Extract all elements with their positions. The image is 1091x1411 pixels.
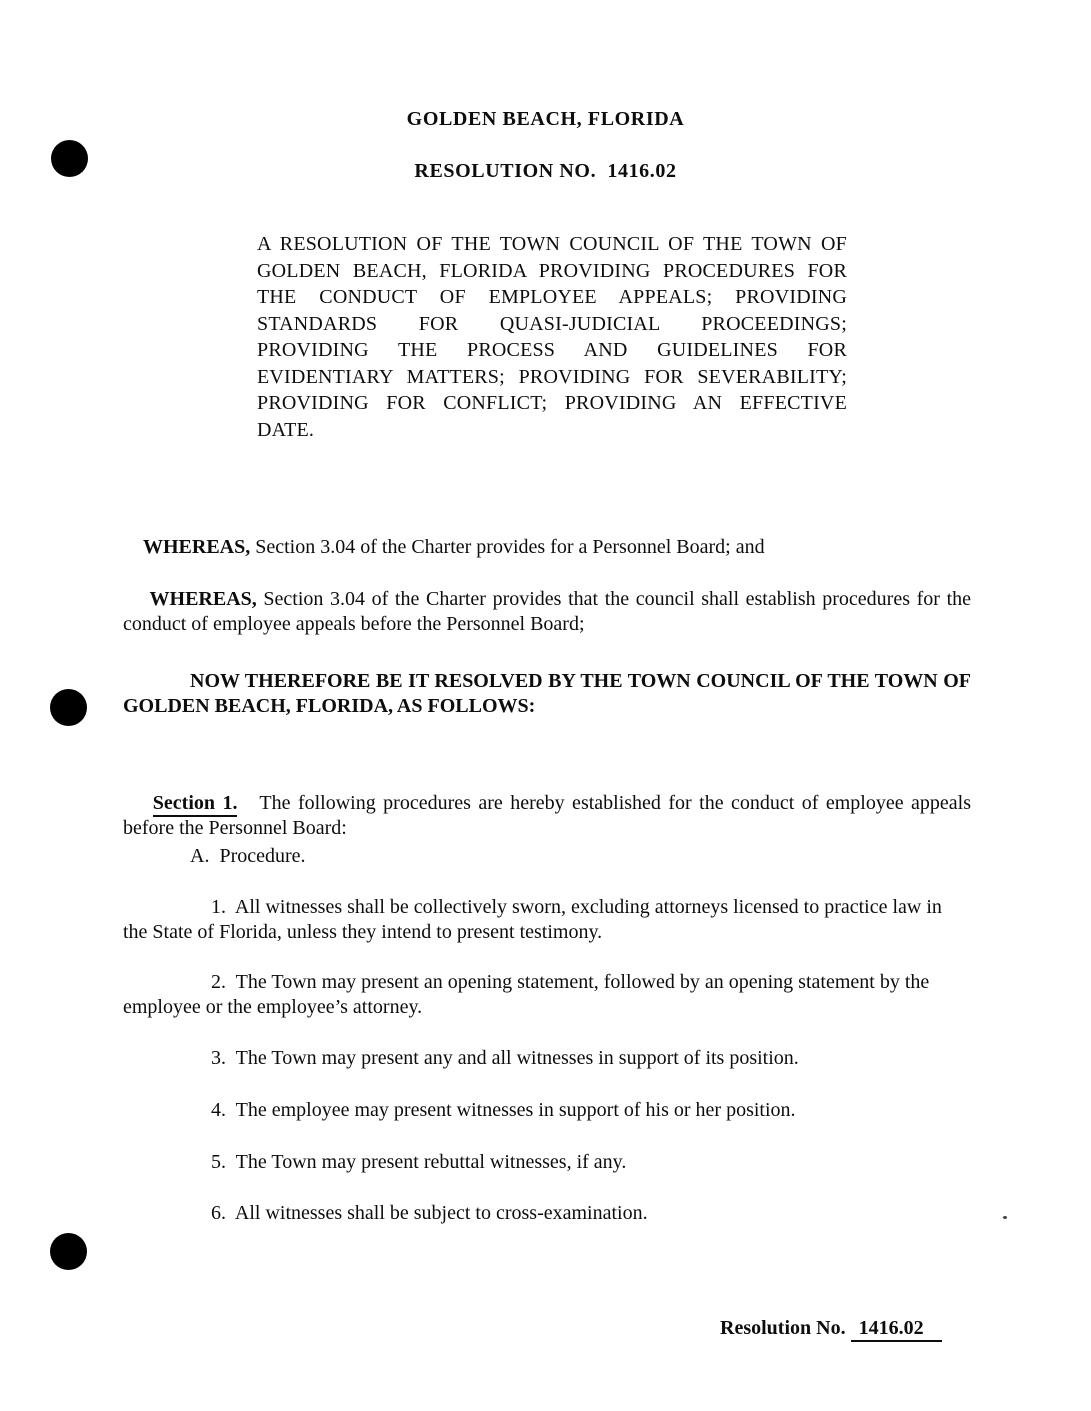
subsection-a-procedure: A. Procedure. [190, 845, 306, 867]
procedure-item-6: 6. All witnesses shall be subject to cross-examination. [211, 1202, 648, 1224]
section-1-text: The following procedures are hereby established for the conduct of employee appeals before the Personnel Board: [123, 792, 977, 839]
procedure-item-5: 5. The Town may present rebuttal witnesses, if any. [211, 1151, 627, 1173]
procedure-item-3: 3. The Town may present any and all witnesses in support of its position. [211, 1047, 799, 1069]
procedure-item-4: 4. The employee may present witnesses in support of his or her position. [211, 1099, 796, 1121]
footer-resolution-label: Resolution No. [720, 1317, 846, 1339]
resolution-caption: A RESOLUTION OF THE TOWN COUNCIL OF THE TOWN OF GOLDEN BEACH, FLORIDA PROVIDING PROCEDURES FOR THE CONDUCT OF EMPLOYEE APPEALS; PROVIDING STANDARDS FOR QUASI-JUDICIAL PROCEEDINGS; PROVIDING THE PROCESS AND GUIDELINES FOR EVIDENTIARY MATTERS; PROVIDING FOR SEVERABILITY; PROVIDING FOR CONFLICT; PROVIDING AN EFFECTIVE DATE. [257, 233, 847, 441]
procedure-item-2: 2. The Town may present an opening statement, followed by an opening statement by the employee or the employee’s attorney. [123, 971, 935, 1018]
section-1-label: Section 1. [153, 792, 238, 817]
footer-resolution-number: 1416.02 [851, 1317, 942, 1342]
whereas-lead: WHEREAS, [143, 536, 251, 558]
whereas-text: Section 3.04 of the Charter provides that the council shall establish procedures for the conduct of employee appeals before the Personnel Board; [123, 588, 977, 635]
whereas-lead: WHEREAS, [149, 588, 257, 610]
scan-speck [1003, 1216, 1007, 1219]
footer-resolution-line [700, 1294, 942, 1363]
resolved-clause: NOW THEREFORE BE IT RESOLVED BY THE TOWN COUNCIL OF THE TOWN OF GOLDEN BEACH, FLORIDA, AS FOLLOWS: [123, 670, 976, 717]
resolution-number-heading: RESOLUTION NO. 1416.02 [414, 160, 677, 182]
document-title: GOLDEN BEACH, FLORIDA [406, 108, 685, 130]
procedure-item-1: 1. All witnesses shall be collectively sworn, excluding attorneys licensed to practice law in the State of Florida, unless they intend to present testimony. [123, 896, 947, 943]
whereas-text: Section 3.04 of the Charter provides for a Personnel Board; and [250, 536, 765, 558]
whereas-clause-2 [123, 562, 977, 662]
hole-punch-mark-bottom [50, 1233, 87, 1270]
hole-punch-mark-middle [50, 689, 87, 726]
